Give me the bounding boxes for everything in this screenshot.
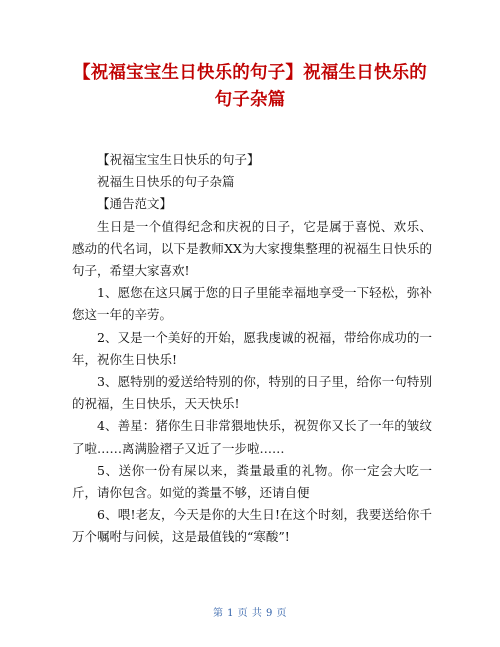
- paragraph-item-4: 4、善星：猪你生日非常猥地快乐，祝贺你又长了一年的皱纹了啦……离满脸褶子又近了一步啦……: [72, 418, 432, 456]
- paragraph-item-5: 5、送你一份有屎以来，粪量最重的礼物。你一定会大吃一斤，请你包含。如觉的粪量不够，还请自便: [72, 462, 432, 501]
- paragraph-notice-label: 【通告范文】: [97, 196, 173, 212]
- paragraph-heading: 【祝福宝宝生日快乐的句子】: [97, 152, 260, 167]
- title-line-2: 句子杂篇: [214, 90, 286, 110]
- document-body: [72, 149, 432, 549]
- title-line-1: 【祝福宝宝生日快乐的句子】祝福生日快乐的: [73, 63, 427, 83]
- paragraph-item-6: 6、喂!老友，今天是你的大生日!在这个时刻，我要送给你千万个嘱咐与问候，这是最值钱的“寒酸”!: [72, 507, 432, 545]
- paragraph-subtitle: 祝福生日快乐的句子杂篇: [97, 174, 235, 190]
- paragraph-intro: 生日是一个值得纪念和庆祝的日子，它是属于喜悦、欢乐、感动的代名词，以下是教师XX为大家搜集整理的祝福生日快乐的句子，希望大家喜欢!: [72, 218, 432, 279]
- paragraph-item-2: 2、又是一个美好的开始，愿我虔诚的祝福，带给你成功的一年，祝你生日快乐!: [72, 329, 432, 367]
- paragraph-item-1: 1、愿您在这只属于您的日子里能幸福地享受一下轻松，弥补您这一年的辛劳。: [72, 285, 432, 323]
- document-title: [60, 60, 440, 114]
- page-number-footer: 第 1 页 共 9 页: [212, 608, 288, 619]
- paragraph-item-3: 3、愿特别的爱送给特别的你，特别的日子里，给你一句特别的祝福，生日快乐，天天快乐!: [72, 374, 432, 412]
